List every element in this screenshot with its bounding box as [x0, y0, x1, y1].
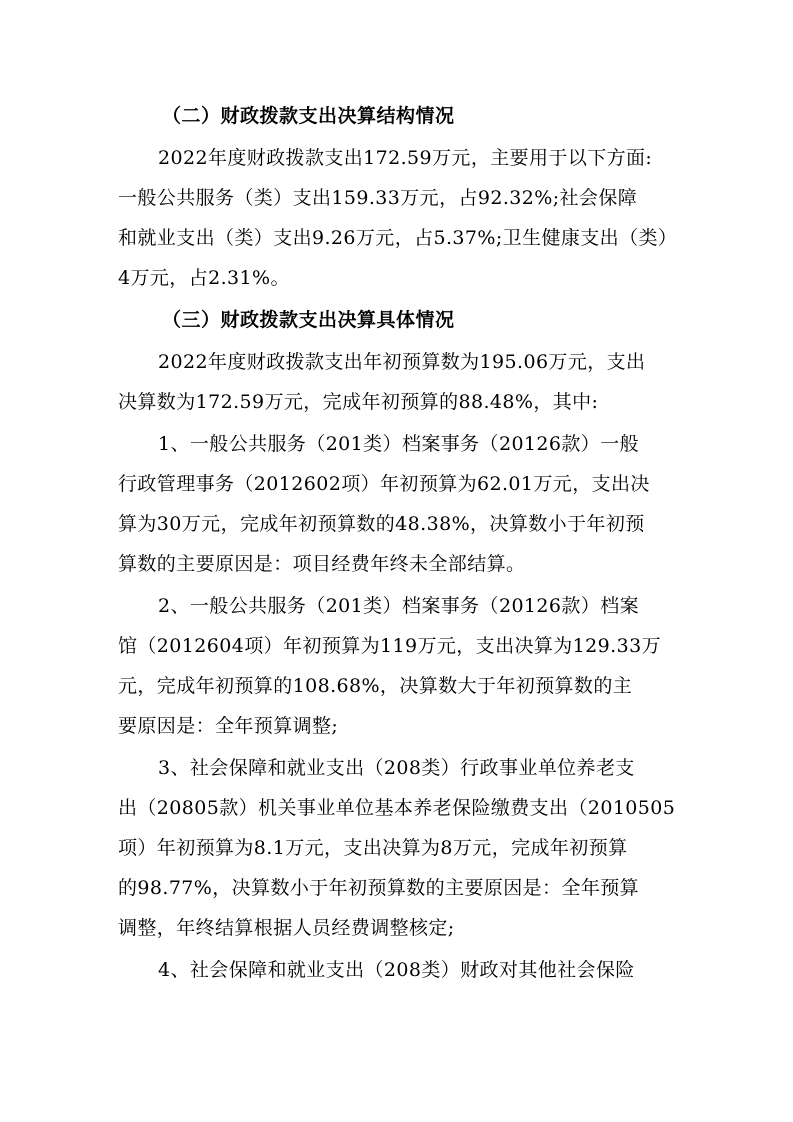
text-line: 3、社会保障和就业支出（208类）行政事业单位养老支: [158, 757, 635, 779]
paragraph-item-3: [118, 748, 678, 948]
paragraph-item-2: [118, 586, 678, 746]
paragraph-budget-summary: [118, 342, 678, 422]
text-line: 4万元，占2.31%。: [118, 267, 290, 289]
text-line: 2022年度财政拨款支出年初预算数为195.06万元，支出: [158, 351, 646, 373]
text-line: 4、社会保障和就业支出（208类）财政对其他社会保险: [158, 959, 635, 981]
text-line: 算数的主要原因是：项目经费年终未全部结算。: [118, 553, 526, 575]
text-line: 和就业支出（类）支出9.26万元，占5.37%;卫生健康支出（类）: [118, 227, 678, 249]
text-line: 决算数为172.59万元，完成年初预算的88.48%，其中:: [118, 391, 599, 413]
paragraph-item-1: [118, 424, 678, 584]
paragraph-expenditure-structure: [118, 138, 678, 298]
section-heading-3: （三）财政拨款支出决算具体情况: [162, 309, 455, 331]
document-page: [118, 96, 678, 992]
text-line: 2、一般公共服务（201类）档案事务（20126款）档案: [158, 595, 639, 617]
text-line: 出（20805款）机关事业单位基本养老保险缴费支出（2010505: [118, 797, 676, 819]
text-line: 算为30万元，完成年初预算数的48.38%，决算数小于年初预: [118, 513, 645, 535]
text-line: 调整，年终结算根据人员经费调整核定;: [118, 917, 455, 939]
section-heading-2: （二）财政拨款支出决算结构情况: [162, 105, 455, 127]
text-line: 馆（2012604项）年初预算为119万元，支出决算为129.33万: [118, 635, 661, 657]
text-line: 行政管理事务（2012602项）年初预算为62.01万元，支出决: [118, 473, 650, 495]
text-line: 项）年初预算为8.1万元，支出决算为8万元，完成年初预算: [118, 837, 628, 859]
text-line: 1、一般公共服务（201类）档案事务（20126款）一般: [158, 433, 639, 455]
text-line: 的98.77%，决算数小于年初预算数的主要原因是：全年预算: [118, 877, 640, 899]
text-line: 元，完成年初预算的108.68%，决算数大于年初预算数的主: [118, 675, 633, 697]
text-line: 要原因是：全年预算调整;: [118, 715, 339, 737]
text-line: 一般公共服务（类）支出159.33万元，占92.32%;社会保障: [118, 187, 638, 209]
paragraph-item-4: [118, 950, 678, 990]
text-line: 2022年度财政拨款支出172.59万元，主要用于以下方面:: [158, 147, 653, 169]
